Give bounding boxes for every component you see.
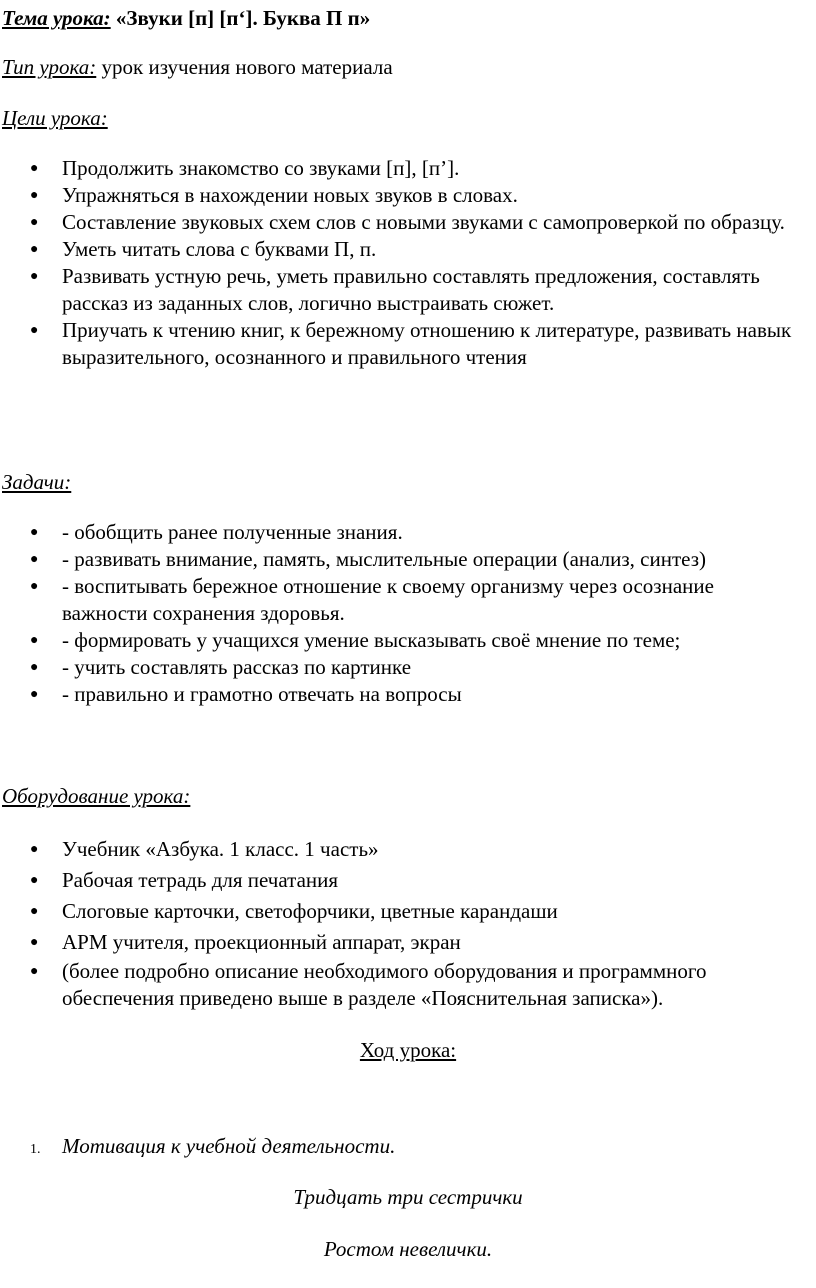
goals-heading: Цели урока: [2, 106, 108, 130]
bullet-icon: ● [30, 323, 39, 338]
lesson-type-line [2, 54, 393, 81]
list-item: ● Продолжить знакомство со звуками [п], [п’]. [30, 156, 460, 180]
list-item: ● - воспитывать бережное отношение к своему организму через осознание важности сохранения здоровья. [30, 574, 714, 625]
bullet-icon: ● [30, 215, 39, 230]
bullet-icon: ● [30, 873, 39, 888]
list-item: ● - развивать внимание, память, мыслительные операции (анализ, синтез) [30, 547, 707, 571]
bullet-icon: ● [30, 269, 39, 284]
tasks-list [0, 519, 800, 708]
list-item: ● - обобщить ранее полученные знания. [30, 520, 403, 544]
step-text: Мотивация к учебной деятельности. [62, 1134, 396, 1158]
poem-line-2: Ростом невелички. [323, 1237, 493, 1261]
equipment-list [0, 836, 800, 1012]
bullet-icon: ● [30, 687, 39, 702]
goals-list [0, 155, 800, 371]
poem-line-1: Тридцать три сестрички [293, 1185, 523, 1209]
list-item: ● - учить составлять рассказ по картинке [30, 655, 412, 679]
bullet-icon: ● [30, 552, 39, 567]
list-item: ● Учебник «Азбука. 1 класс. 1 часть» [30, 837, 379, 861]
list-item: ● Составление звуковых схем слов с новыми звуками с самопроверкой по образцу. [30, 210, 785, 234]
list-item: ● Приучать к чтению книг, к бережному отношению к литературе, развивать навык выразительного, осознанного и правильного чтения [30, 318, 792, 369]
bullet-icon: ● [30, 242, 39, 257]
bullet-icon: ● [30, 525, 39, 540]
bullet-icon: ● [30, 188, 39, 203]
list-item: ● Рабочая тетрадь для печатания [30, 868, 339, 892]
list-item: ● (более подробно описание необходимого оборудования и программного обеспечения приведено выше в разделе «Пояснительная записка»). [30, 959, 707, 1010]
list-item: ● Упражняться в нахождении новых звуков в словах. [30, 183, 518, 207]
list-item: ● - формировать у учащихся умение высказывать своё мнение по теме; [30, 628, 681, 652]
bullet-icon: ● [30, 964, 39, 979]
bullet-icon: ● [30, 842, 39, 857]
bullet-icon: ● [30, 660, 39, 675]
bullet-icon: ● [30, 579, 39, 594]
course-heading: Ход урока: [359, 1038, 457, 1062]
tasks-heading: Задачи: [2, 470, 72, 494]
equipment-heading: Оборудование урока: [2, 784, 191, 808]
list-item: ● - правильно и грамотно отвечать на вопросы [30, 682, 462, 706]
list-item: ● АРМ учителя, проекционный аппарат, экран [30, 930, 461, 954]
lesson-type-value: урок изучения нового материала [101, 55, 393, 79]
bullet-icon: ● [30, 161, 39, 176]
lesson-type-label: Тип урока: [2, 55, 97, 79]
list-item: ● Развивать устную речь, уметь правильно составлять предложения, составлять рассказ из заданных слов, логично выстраивать сюжет. [30, 264, 760, 315]
bullet-icon: ● [30, 935, 39, 950]
topic-label: Тема урока: [2, 6, 111, 30]
bullet-icon: ● [30, 633, 39, 648]
bullet-icon: ● [30, 904, 39, 919]
topic-line [2, 5, 370, 32]
step-number: 1. [30, 1142, 41, 1157]
list-item: ● Уметь читать слова с буквами П, п. [30, 237, 377, 261]
list-item: ● Слоговые карточки, светофорчики, цветные карандаши [30, 899, 558, 923]
topic-value: «Звуки [п] [п‘]. Буква П п» [115, 6, 371, 30]
